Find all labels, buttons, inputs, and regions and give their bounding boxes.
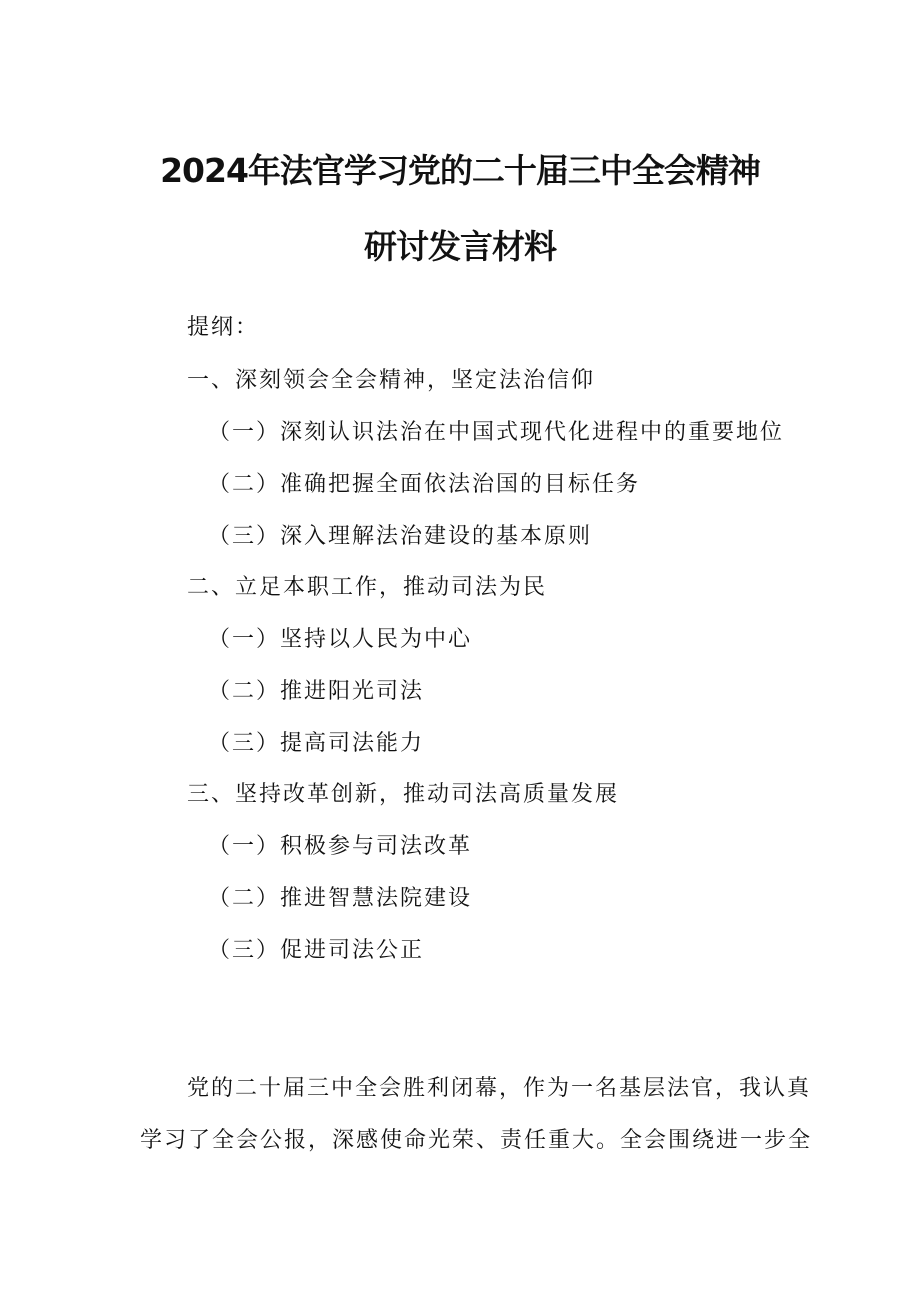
body-paragraph-line-2: 学习了全会公报，深感使命光荣、责任重大。全会围绕进一步全 [140, 1128, 813, 1153]
outline-subsection-1-3: （三）深入理解法治建设的基本原则 [208, 524, 593, 549]
outline-subsection-1-1: （一）深刻认识法治在中国式现代化进程中的重要地位 [208, 420, 785, 445]
document-title-line-2: 研讨发言材料 [364, 227, 556, 266]
outline-subsection-3-1: （一）积极参与司法改革 [208, 834, 473, 859]
body-paragraph-line-1: 党的二十届三中全会胜利闭幕，作为一名基层法官，我认真 [187, 1076, 812, 1101]
outline-subsection-2-2: （二）推进阳光司法 [208, 679, 425, 704]
outline-heading: 提纲： [187, 315, 260, 340]
outline-subsection-3-3: （三）促进司法公正 [208, 938, 425, 963]
outline-subsection-2-1: （一）坚持以人民为中心 [208, 627, 473, 652]
outline-section-3: 三、坚持改革创新，推动司法高质量发展 [187, 782, 620, 807]
outline-subsection-1-2: （二）准确把握全面依法治国的目标任务 [208, 472, 641, 497]
outline-subsection-3-2: （二）推进智慧法院建设 [208, 886, 473, 911]
document-title-line-1: 2024年法官学习党的二十届三中全会精神 [160, 151, 760, 190]
outline-section-1: 一、深刻领会全会精神，坚定法治信仰 [187, 368, 596, 393]
outline-section-2: 二、立足本职工作，推动司法为民 [187, 575, 548, 600]
outline-subsection-2-3: （三）提高司法能力 [208, 731, 425, 756]
